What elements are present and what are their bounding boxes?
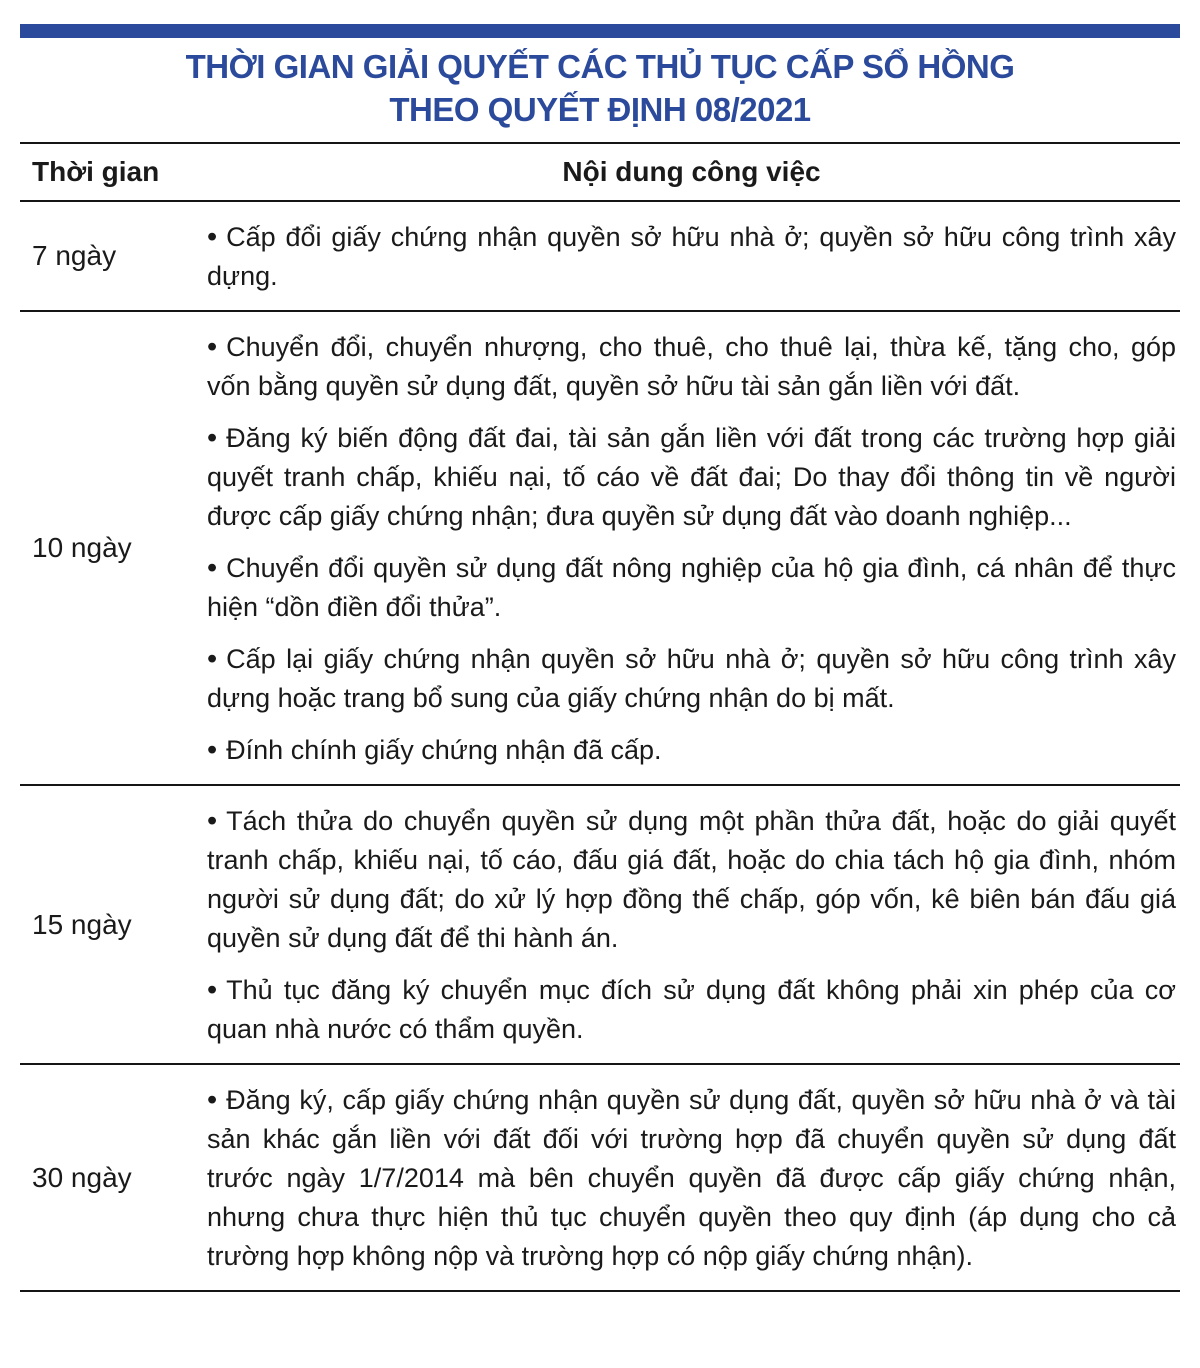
work-item — [207, 1081, 1176, 1276]
work-item-text: Thủ tục đăng ký chuyển mục đích sử dụng đất không phải xin phép của cơ quan nhà nước có thẩm quyền. — [207, 975, 1176, 1044]
work-item — [207, 731, 1176, 770]
work-item-text: Đính chính giấy chứng nhận đã cấp. — [226, 735, 662, 765]
work-item — [207, 419, 1176, 536]
schedule-table — [20, 142, 1180, 1292]
page-title-line1: THỜI GIAN GIẢI QUYẾT CÁC THỦ TỤC CẤP SỔ HỒNG — [185, 48, 1015, 85]
page-title — [20, 45, 1180, 131]
accent-top-bar — [20, 24, 1180, 38]
work-item — [207, 549, 1176, 627]
bullet-icon: • — [207, 422, 218, 454]
bullet-icon: • — [207, 974, 218, 1006]
work-item — [207, 971, 1176, 1049]
work-items — [205, 312, 1180, 784]
work-item-text: Chuyển đổi quyền sử dụng đất nông nghiệp của hộ gia đình, cá nhân để thực hiện “dồn điền đổi thửa”. — [207, 553, 1176, 622]
bullet-icon: • — [207, 552, 218, 584]
work-item-text: Đăng ký biến động đất đai, tài sản gắn liền với đất trong các trường hợp giải quyết tranh chấp, khiếu nại, tố cáo về đất đai; Do thay đổi thông tin về người được cấp giấy chứng nhận; đưa quyền sử dụng đất vào doanh nghiệp... — [207, 423, 1176, 531]
work-item-text: Đăng ký, cấp giấy chứng nhận quyền sử dụng đất, quyền sở hữu nhà ở và tài sản khác gắn liền với đất đối với trường hợp đã chuyển quyền sử dụng đất trước ngày 1/7/2014 mà bên chuyển quyền đã được cấp giấy chứng nhận, nhưng chưa thực hiện thủ tục chuyển quyền theo quy định (áp dụng cho cả trường hợp không nộp và trường hợp có nộp giấy chứng nhận). — [207, 1085, 1176, 1271]
bullet-icon: • — [207, 643, 218, 675]
work-items — [205, 1065, 1180, 1290]
work-items — [205, 786, 1180, 1063]
time-label: 10 ngày — [32, 532, 132, 563]
column-header-content: Nội dung công việc — [562, 156, 821, 187]
work-item — [207, 640, 1176, 718]
bullet-icon: • — [207, 221, 218, 253]
time-label: 30 ngày — [32, 1161, 132, 1193]
work-item-text: Cấp lại giấy chứng nhận quyền sở hữu nhà ở; quyền sở hữu công trình xây dựng hoặc trang bổ sung của giấy chứng nhận do bị mất. — [207, 644, 1176, 713]
bullet-icon: • — [207, 734, 218, 766]
work-items — [205, 202, 1180, 310]
time-label: 7 ngày — [32, 240, 117, 271]
bullet-icon: • — [207, 331, 218, 363]
column-header-time: Thời gian — [32, 156, 160, 187]
work-item — [207, 218, 1176, 296]
bullet-icon: • — [207, 1084, 218, 1116]
work-item-text: Cấp đổi giấy chứng nhận quyền sở hữu nhà ở; quyền sở hữu công trình xây dựng. — [207, 222, 1176, 291]
table-row-30-days — [20, 1065, 1180, 1292]
table-header-row — [20, 144, 1180, 202]
work-item — [207, 802, 1176, 958]
work-item-text: Chuyển đổi, chuyển nhượng, cho thuê, cho thuê lại, thừa kế, tặng cho, góp vốn bằng quyền sử dụng đất, quyền sở hữu tài sản gắn liền với đất. — [207, 332, 1176, 401]
table-row-15-days — [20, 786, 1180, 1065]
table-row-7-days — [20, 202, 1180, 312]
table-row-10-days — [20, 312, 1180, 786]
page-title-line2: THEO QUYẾT ĐỊNH 08/2021 — [389, 91, 811, 128]
work-item — [207, 328, 1176, 406]
work-item-text: Tách thửa do chuyển quyền sử dụng một phần thửa đất, hoặc do giải quyết tranh chấp, khiếu nại, tố cáo, đấu giá đất, hoặc do chia tách hộ gia đình, nhóm người sử dụng đất; do xử lý hợp đồng thế chấp, góp vốn, kê biên bán đấu giá quyền sử dụng đất để thi hành án. — [207, 806, 1176, 953]
time-label: 15 ngày — [32, 908, 132, 940]
bullet-icon: • — [207, 805, 218, 837]
